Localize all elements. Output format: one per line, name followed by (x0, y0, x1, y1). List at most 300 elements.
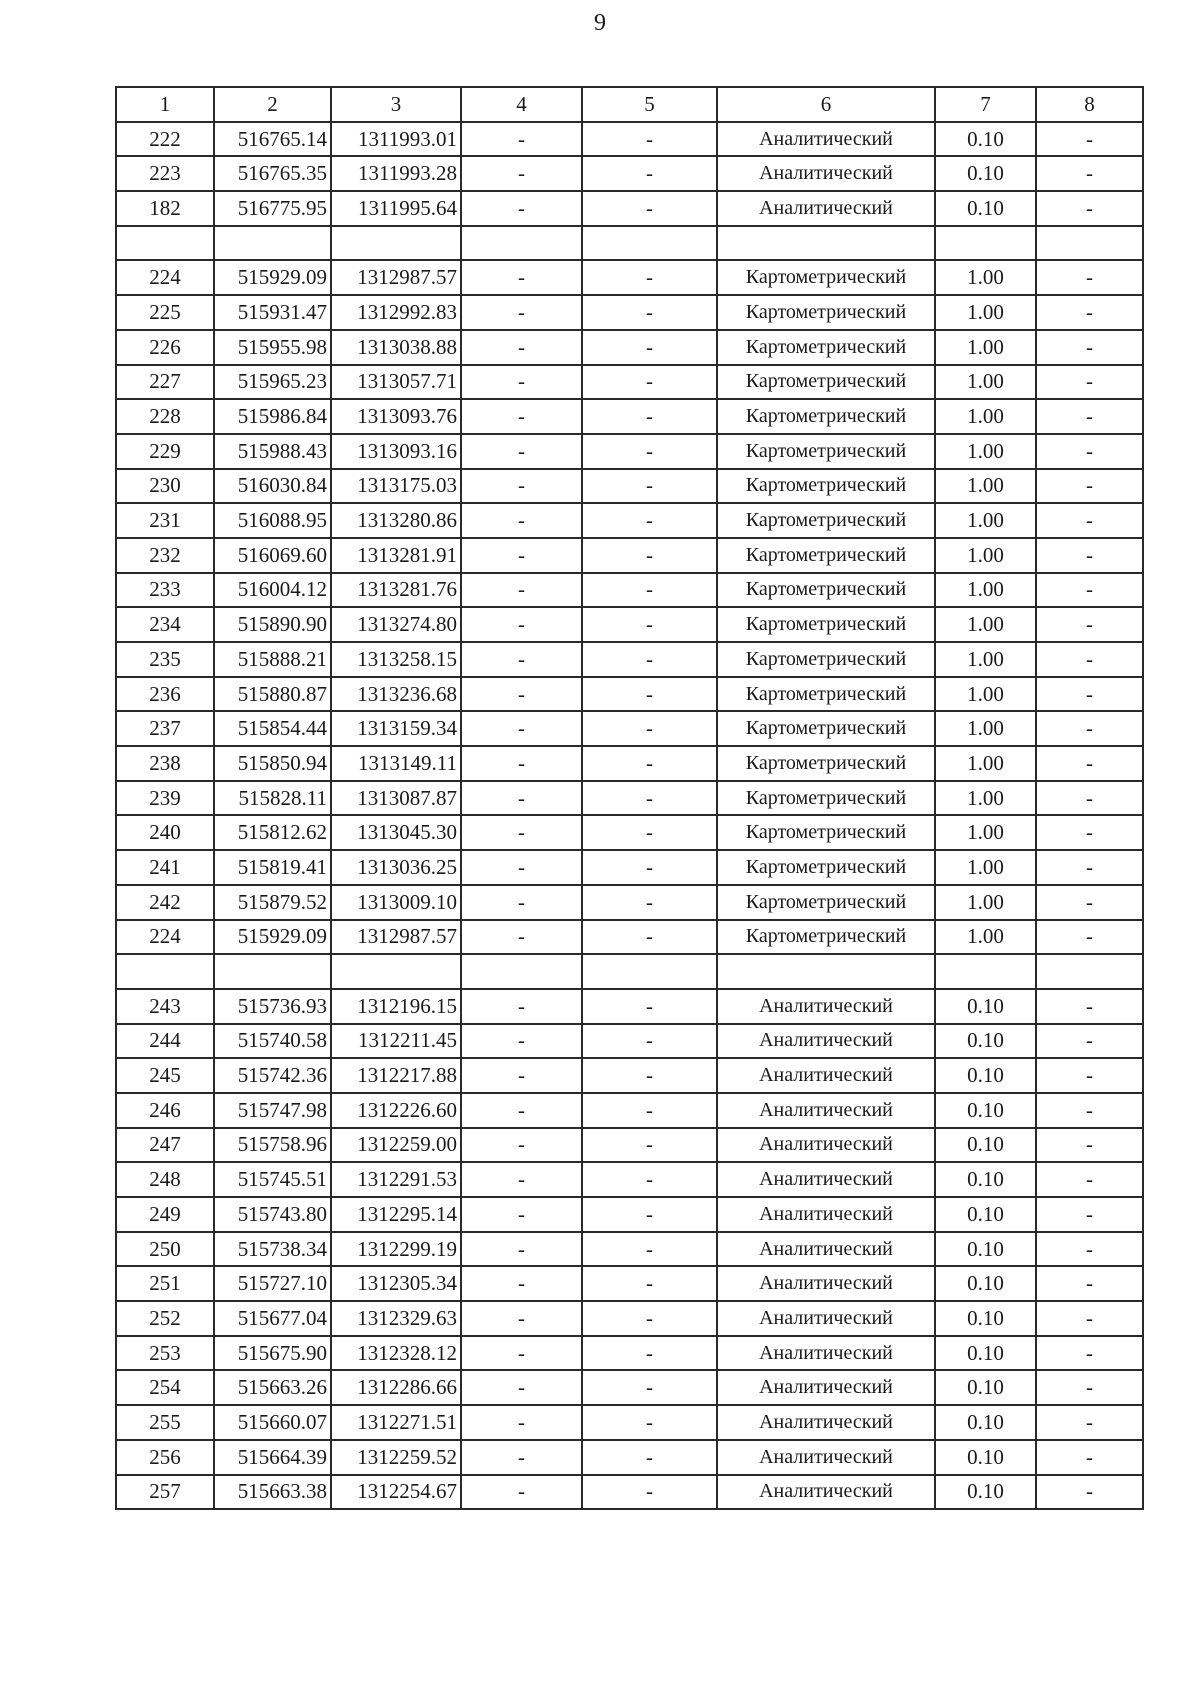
point-number: 242 (116, 885, 214, 920)
y-coordinate: 1313093.16 (331, 434, 461, 469)
accuracy: 1.00 (935, 330, 1036, 365)
table-row (116, 642, 1143, 677)
column-8-value: - (1036, 260, 1143, 295)
method: Картометрический (717, 538, 935, 573)
column-4-value: - (461, 260, 582, 295)
x-coordinate: 515828.11 (214, 781, 331, 816)
column-8-value: - (1036, 122, 1143, 157)
x-coordinate: 515819.41 (214, 850, 331, 885)
column-4-value: - (461, 1024, 582, 1059)
accuracy: 0.10 (935, 1232, 1036, 1267)
x-coordinate: 515880.87 (214, 677, 331, 712)
point-number: 254 (116, 1370, 214, 1405)
column-5-value: - (582, 815, 717, 850)
point-number: 227 (116, 365, 214, 400)
table-row (116, 1301, 1143, 1336)
x-coordinate: 515745.51 (214, 1162, 331, 1197)
y-coordinate: 1313087.87 (331, 781, 461, 816)
column-4-value: - (461, 642, 582, 677)
method: Аналитический (717, 1197, 935, 1232)
x-coordinate: 515931.47 (214, 295, 331, 330)
table-row (116, 226, 1143, 261)
column-4-value: - (461, 365, 582, 400)
column-8-value: - (1036, 642, 1143, 677)
column-5-value: - (582, 1024, 717, 1059)
accuracy: 1.00 (935, 399, 1036, 434)
point-number: 233 (116, 573, 214, 608)
y-coordinate: 1313281.76 (331, 573, 461, 608)
y-coordinate (331, 226, 461, 261)
table-row (116, 434, 1143, 469)
column-8-value (1036, 226, 1143, 261)
method (717, 954, 935, 989)
column-8-value: - (1036, 503, 1143, 538)
x-coordinate: 515742.36 (214, 1058, 331, 1093)
accuracy: 0.10 (935, 1440, 1036, 1475)
column-4-value: - (461, 677, 582, 712)
header-row (116, 87, 1143, 122)
x-coordinate: 515955.98 (214, 330, 331, 365)
point-number: 243 (116, 989, 214, 1024)
column-5-value: - (582, 1475, 717, 1510)
method: Картометрический (717, 573, 935, 608)
accuracy: 0.10 (935, 1301, 1036, 1336)
column-5-value: - (582, 1370, 717, 1405)
method: Картометрический (717, 781, 935, 816)
accuracy: 1.00 (935, 920, 1036, 955)
table-row (116, 1475, 1143, 1510)
column-5-value: - (582, 989, 717, 1024)
table-row (116, 365, 1143, 400)
table-row (116, 1232, 1143, 1267)
accuracy: 0.10 (935, 156, 1036, 191)
method: Картометрический (717, 920, 935, 955)
table-row (116, 781, 1143, 816)
x-coordinate: 515736.93 (214, 989, 331, 1024)
column-8-value: - (1036, 1370, 1143, 1405)
column-8-value: - (1036, 815, 1143, 850)
column-4-value: - (461, 469, 582, 504)
table-row (116, 1024, 1143, 1059)
column-5-value: - (582, 1336, 717, 1371)
y-coordinate: 1313149.11 (331, 746, 461, 781)
y-coordinate: 1312259.52 (331, 1440, 461, 1475)
table-row (116, 850, 1143, 885)
y-coordinate: 1312259.00 (331, 1128, 461, 1163)
x-coordinate: 515965.23 (214, 365, 331, 400)
x-coordinate: 516069.60 (214, 538, 331, 573)
x-coordinate: 515747.98 (214, 1093, 331, 1128)
y-coordinate: 1313175.03 (331, 469, 461, 504)
column-8-value: - (1036, 191, 1143, 226)
column-5-value: - (582, 850, 717, 885)
x-coordinate: 515677.04 (214, 1301, 331, 1336)
y-coordinate: 1313093.76 (331, 399, 461, 434)
column-5-value: - (582, 503, 717, 538)
point-number: 246 (116, 1093, 214, 1128)
table-row (116, 746, 1143, 781)
table-row (116, 399, 1143, 434)
x-coordinate: 516765.14 (214, 122, 331, 157)
point-number: 250 (116, 1232, 214, 1267)
method: Картометрический (717, 469, 935, 504)
point-number: 223 (116, 156, 214, 191)
x-coordinate: 515743.80 (214, 1197, 331, 1232)
y-coordinate: 1313280.86 (331, 503, 461, 538)
table-row (116, 122, 1143, 157)
column-4-value: - (461, 815, 582, 850)
method: Аналитический (717, 1058, 935, 1093)
column-8-value: - (1036, 1197, 1143, 1232)
x-coordinate: 515663.26 (214, 1370, 331, 1405)
point-number: 255 (116, 1405, 214, 1440)
y-coordinate: 1312211.45 (331, 1024, 461, 1059)
column-5-value: - (582, 746, 717, 781)
method: Картометрический (717, 295, 935, 330)
column-8-value (1036, 954, 1143, 989)
column-4-value: - (461, 850, 582, 885)
table-row (116, 1197, 1143, 1232)
method: Аналитический (717, 1266, 935, 1301)
x-coordinate: 515660.07 (214, 1405, 331, 1440)
column-8-value: - (1036, 1232, 1143, 1267)
column-8-value: - (1036, 746, 1143, 781)
column-8-value: - (1036, 434, 1143, 469)
method: Картометрический (717, 503, 935, 538)
y-coordinate: 1312305.34 (331, 1266, 461, 1301)
column-8-value: - (1036, 677, 1143, 712)
y-coordinate: 1313045.30 (331, 815, 461, 850)
accuracy: 0.10 (935, 989, 1036, 1024)
accuracy (935, 954, 1036, 989)
column-5-value: - (582, 1197, 717, 1232)
accuracy: 1.00 (935, 573, 1036, 608)
column-4-value: - (461, 711, 582, 746)
method: Аналитический (717, 1024, 935, 1059)
column-8-value: - (1036, 1058, 1143, 1093)
column-8-value: - (1036, 607, 1143, 642)
column-4-value: - (461, 191, 582, 226)
point-number: 231 (116, 503, 214, 538)
x-coordinate: 515738.34 (214, 1232, 331, 1267)
column-5-value: - (582, 920, 717, 955)
table-row (116, 1266, 1143, 1301)
method: Картометрический (717, 607, 935, 642)
column-5-value: - (582, 191, 717, 226)
table-row (116, 1336, 1143, 1371)
accuracy: 0.10 (935, 1370, 1036, 1405)
column-5-value: - (582, 122, 717, 157)
column-4-value: - (461, 1197, 582, 1232)
coordinates-table (115, 86, 1144, 1510)
y-coordinate: 1313281.91 (331, 538, 461, 573)
y-coordinate: 1312299.19 (331, 1232, 461, 1267)
point-number: 245 (116, 1058, 214, 1093)
column-4-value (461, 226, 582, 261)
column-5-value: - (582, 1266, 717, 1301)
column-8-value: - (1036, 1266, 1143, 1301)
accuracy: 1.00 (935, 260, 1036, 295)
column-4-value: - (461, 1301, 582, 1336)
column-5-value: - (582, 642, 717, 677)
column-4-value: - (461, 781, 582, 816)
accuracy: 1.00 (935, 503, 1036, 538)
y-coordinate: 1311995.64 (331, 191, 461, 226)
column-5-value: - (582, 1162, 717, 1197)
point-number (116, 954, 214, 989)
point-number: 226 (116, 330, 214, 365)
column-8-value: - (1036, 1301, 1143, 1336)
point-number: 225 (116, 295, 214, 330)
accuracy: 0.10 (935, 1024, 1036, 1059)
accuracy: 1.00 (935, 746, 1036, 781)
table-row (116, 260, 1143, 295)
accuracy: 0.10 (935, 1475, 1036, 1510)
x-coordinate: 516765.35 (214, 156, 331, 191)
point-number: 222 (116, 122, 214, 157)
method: Картометрический (717, 746, 935, 781)
accuracy: 1.00 (935, 295, 1036, 330)
y-coordinate: 1312286.66 (331, 1370, 461, 1405)
column-8-value: - (1036, 781, 1143, 816)
point-number: 224 (116, 260, 214, 295)
column-4-value: - (461, 1405, 582, 1440)
method: Картометрический (717, 642, 935, 677)
column-8-value: - (1036, 1093, 1143, 1128)
column-5-value: - (582, 711, 717, 746)
table-row (116, 954, 1143, 989)
table-row (116, 469, 1143, 504)
y-coordinate: 1312226.60 (331, 1093, 461, 1128)
accuracy: 1.00 (935, 677, 1036, 712)
point-number: 182 (116, 191, 214, 226)
table-row (116, 156, 1143, 191)
column-8-value: - (1036, 1336, 1143, 1371)
column-4-value: - (461, 989, 582, 1024)
method: Картометрический (717, 677, 935, 712)
accuracy (935, 226, 1036, 261)
point-number: 252 (116, 1301, 214, 1336)
column-5-value: - (582, 260, 717, 295)
y-coordinate: 1312987.57 (331, 920, 461, 955)
column-8-value: - (1036, 330, 1143, 365)
accuracy: 1.00 (935, 850, 1036, 885)
column-4-value: - (461, 573, 582, 608)
column-5-value: - (582, 677, 717, 712)
method: Картометрический (717, 711, 935, 746)
y-coordinate: 1313258.15 (331, 642, 461, 677)
accuracy: 0.10 (935, 1162, 1036, 1197)
table-row (116, 191, 1143, 226)
table-row (116, 538, 1143, 573)
page-number: 9 (594, 10, 606, 36)
column-4-value: - (461, 1475, 582, 1510)
table-row (116, 989, 1143, 1024)
method: Картометрический (717, 434, 935, 469)
column-5-value (582, 954, 717, 989)
y-coordinate: 1312328.12 (331, 1336, 461, 1371)
column-5-value: - (582, 781, 717, 816)
column-4-value: - (461, 503, 582, 538)
point-number (116, 226, 214, 261)
accuracy: 0.10 (935, 1197, 1036, 1232)
column-8-value: - (1036, 1405, 1143, 1440)
method: Картометрический (717, 330, 935, 365)
point-number: 249 (116, 1197, 214, 1232)
column-4-value: - (461, 122, 582, 157)
x-coordinate: 515988.43 (214, 434, 331, 469)
column-4-value: - (461, 1336, 582, 1371)
column-8-value: - (1036, 711, 1143, 746)
x-coordinate: 515854.44 (214, 711, 331, 746)
y-coordinate: 1313009.10 (331, 885, 461, 920)
method: Аналитический (717, 1232, 935, 1267)
column-4-value: - (461, 920, 582, 955)
point-number: 224 (116, 920, 214, 955)
accuracy: 1.00 (935, 469, 1036, 504)
point-number: 244 (116, 1024, 214, 1059)
table-row (116, 1440, 1143, 1475)
method: Аналитический (717, 191, 935, 226)
column-8-value: - (1036, 1024, 1143, 1059)
column-4-value: - (461, 156, 582, 191)
y-coordinate: 1312992.83 (331, 295, 461, 330)
x-coordinate: 516088.95 (214, 503, 331, 538)
y-coordinate: 1313159.34 (331, 711, 461, 746)
x-coordinate: 515929.09 (214, 260, 331, 295)
column-8-value: - (1036, 850, 1143, 885)
column-5-value: - (582, 399, 717, 434)
method: Аналитический (717, 156, 935, 191)
column-header-3: 3 (331, 87, 461, 122)
column-5-value: - (582, 607, 717, 642)
accuracy: 1.00 (935, 365, 1036, 400)
table-row (116, 815, 1143, 850)
column-8-value: - (1036, 156, 1143, 191)
column-5-value: - (582, 295, 717, 330)
method: Картометрический (717, 399, 935, 434)
column-5-value: - (582, 885, 717, 920)
column-5-value: - (582, 538, 717, 573)
column-4-value (461, 954, 582, 989)
accuracy: 0.10 (935, 122, 1036, 157)
accuracy: 1.00 (935, 538, 1036, 573)
point-number: 237 (116, 711, 214, 746)
table-row (116, 1128, 1143, 1163)
y-coordinate: 1312987.57 (331, 260, 461, 295)
y-coordinate: 1312291.53 (331, 1162, 461, 1197)
method: Аналитический (717, 1336, 935, 1371)
table-body (116, 122, 1143, 1510)
table-row (116, 677, 1143, 712)
accuracy: 1.00 (935, 885, 1036, 920)
point-number: 229 (116, 434, 214, 469)
y-coordinate: 1311993.01 (331, 122, 461, 157)
point-number: 236 (116, 677, 214, 712)
x-coordinate: 516775.95 (214, 191, 331, 226)
column-8-value: - (1036, 399, 1143, 434)
column-4-value: - (461, 330, 582, 365)
method: Аналитический (717, 1405, 935, 1440)
column-4-value: - (461, 1440, 582, 1475)
table-row (116, 1405, 1143, 1440)
x-coordinate (214, 226, 331, 261)
method: Картометрический (717, 815, 935, 850)
accuracy: 0.10 (935, 1405, 1036, 1440)
x-coordinate: 515663.38 (214, 1475, 331, 1510)
accuracy: 0.10 (935, 1058, 1036, 1093)
table-row (116, 920, 1143, 955)
method: Аналитический (717, 1093, 935, 1128)
accuracy: 1.00 (935, 815, 1036, 850)
column-4-value: - (461, 434, 582, 469)
y-coordinate: 1313274.80 (331, 607, 461, 642)
x-coordinate: 515986.84 (214, 399, 331, 434)
method: Аналитический (717, 989, 935, 1024)
method: Аналитический (717, 1162, 935, 1197)
column-5-value: - (582, 469, 717, 504)
column-header-2: 2 (214, 87, 331, 122)
table-row (116, 885, 1143, 920)
column-header-1: 1 (116, 87, 214, 122)
point-number: 240 (116, 815, 214, 850)
x-coordinate: 515758.96 (214, 1128, 331, 1163)
column-header-4: 4 (461, 87, 582, 122)
column-5-value: - (582, 365, 717, 400)
method: Аналитический (717, 1440, 935, 1475)
column-5-value: - (582, 573, 717, 608)
accuracy: 1.00 (935, 434, 1036, 469)
column-4-value: - (461, 1058, 582, 1093)
column-8-value: - (1036, 920, 1143, 955)
method: Аналитический (717, 122, 935, 157)
table-row (116, 503, 1143, 538)
column-5-value: - (582, 1232, 717, 1267)
x-coordinate: 515888.21 (214, 642, 331, 677)
column-4-value: - (461, 1093, 582, 1128)
accuracy: 1.00 (935, 711, 1036, 746)
column-8-value: - (1036, 573, 1143, 608)
column-5-value: - (582, 1093, 717, 1128)
x-coordinate: 515929.09 (214, 920, 331, 955)
accuracy: 0.10 (935, 191, 1036, 226)
point-number: 241 (116, 850, 214, 885)
column-4-value: - (461, 1370, 582, 1405)
column-4-value: - (461, 538, 582, 573)
method: Картометрический (717, 850, 935, 885)
point-number: 251 (116, 1266, 214, 1301)
column-5-value: - (582, 1440, 717, 1475)
accuracy: 1.00 (935, 607, 1036, 642)
column-4-value: - (461, 1128, 582, 1163)
point-number: 239 (116, 781, 214, 816)
point-number: 247 (116, 1128, 214, 1163)
accuracy: 0.10 (935, 1266, 1036, 1301)
column-8-value: - (1036, 1128, 1143, 1163)
x-coordinate: 516030.84 (214, 469, 331, 504)
column-8-value: - (1036, 365, 1143, 400)
point-number: 248 (116, 1162, 214, 1197)
column-8-value: - (1036, 1475, 1143, 1510)
column-8-value: - (1036, 295, 1143, 330)
y-coordinate: 1313057.71 (331, 365, 461, 400)
column-5-value: - (582, 434, 717, 469)
table-row (116, 1370, 1143, 1405)
accuracy: 1.00 (935, 642, 1036, 677)
column-4-value: - (461, 1162, 582, 1197)
y-coordinate: 1313038.88 (331, 330, 461, 365)
x-coordinate: 515812.62 (214, 815, 331, 850)
